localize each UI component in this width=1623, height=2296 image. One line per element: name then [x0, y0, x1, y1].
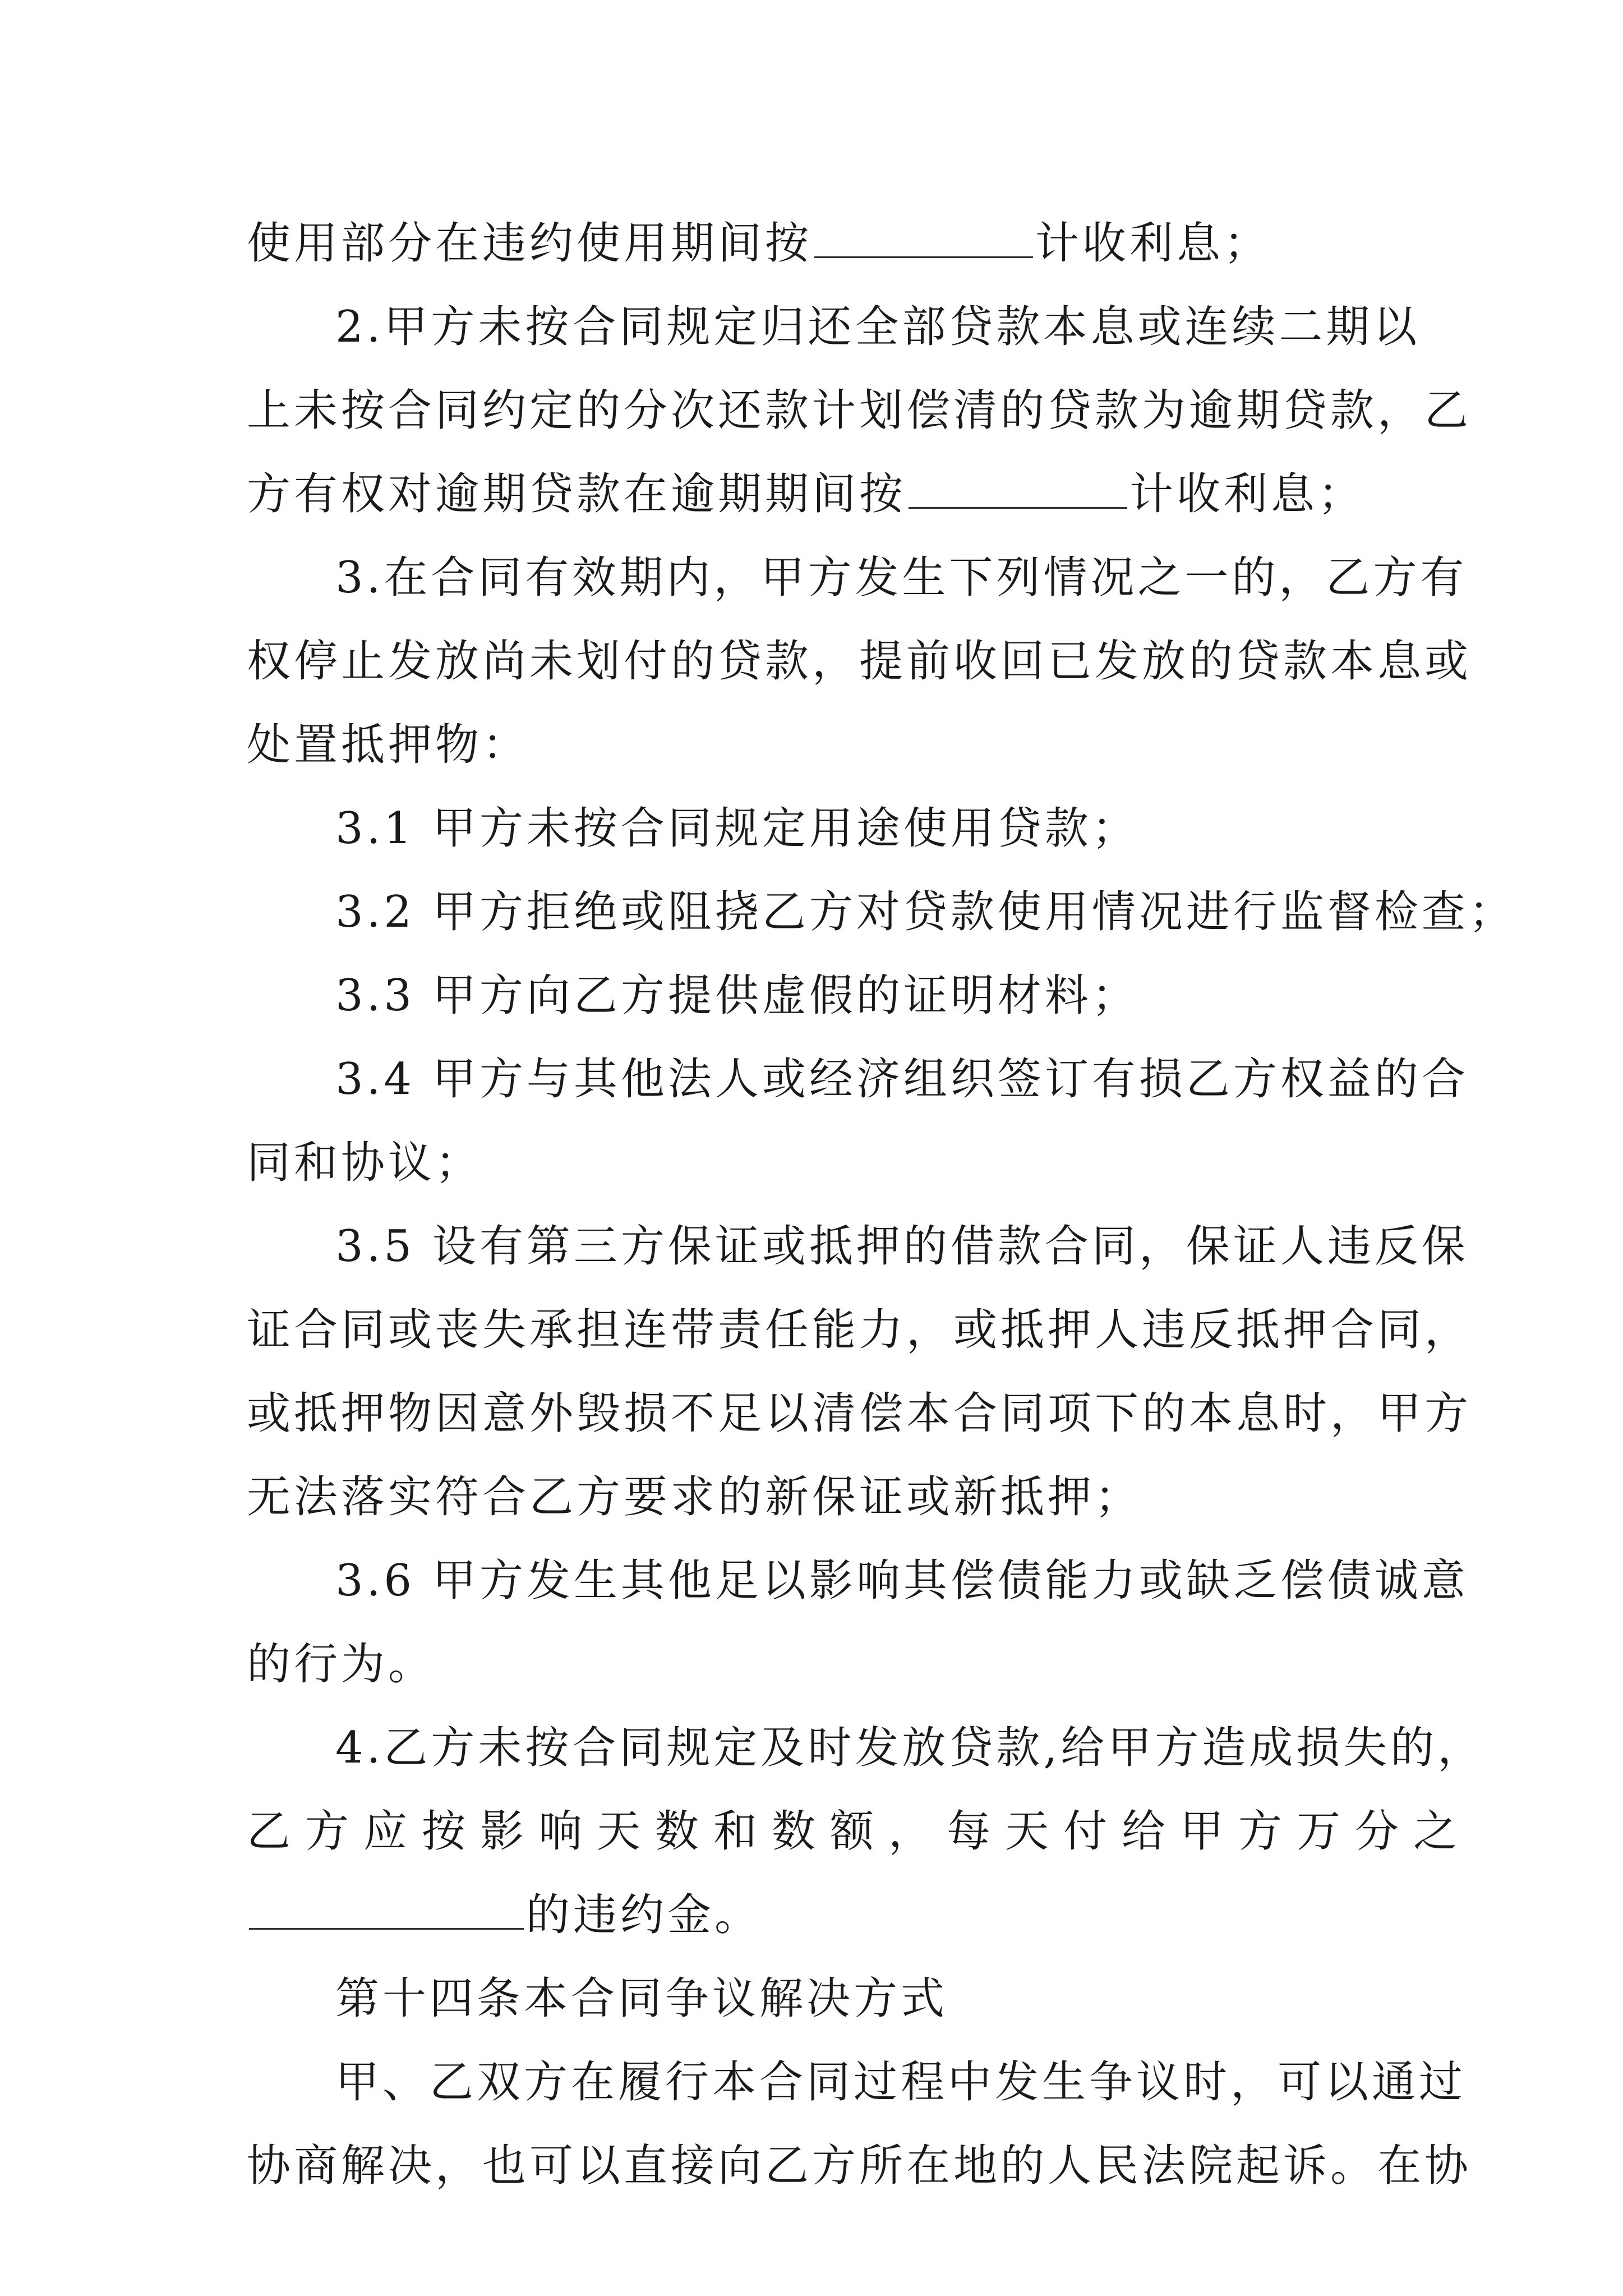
paragraph-line — [247, 954, 1391, 1038]
line-text: 甲、乙双方在履行本合同过程中发生争议时，可以通过 — [335, 2057, 1467, 2108]
paragraph-line — [247, 2124, 1472, 2208]
paragraph-line — [247, 1038, 1469, 1121]
line-text: 3.5 设有第三方保证或抵押的借款合同，保证人违反保 — [335, 1221, 1469, 1272]
line-text: 或抵押物因意外毁损不足以清偿本合同项下的本息时，甲方 — [247, 1388, 1472, 1439]
line-text: 方有权对逾期贷款在逾期期间按 — [247, 469, 907, 519]
paragraph-line — [247, 202, 1391, 286]
fill-in-blank — [249, 1889, 524, 1930]
line-text: 乙方应按影响天数和数额，每天付给甲方万分之 — [247, 1806, 1472, 1857]
line-text: 3.3 甲方向乙方提供虚假的证明材料； — [335, 970, 1139, 1021]
line-text: 同和协议； — [247, 1138, 483, 1188]
paragraph-line — [247, 369, 1472, 453]
line-text: 的行为。 — [247, 1639, 436, 1690]
contract-body — [247, 202, 1516, 2208]
paragraph-line — [247, 1205, 1469, 1289]
paragraph-line — [247, 620, 1472, 703]
paragraph-line — [247, 2041, 1467, 2124]
paragraph-line — [247, 1289, 1472, 1372]
line-text: 权停止发放尚未划付的贷款，提前收回已发放的贷款本息或 — [247, 636, 1472, 687]
line-text: 3.1 甲方未按合同规定用途使用贷款； — [335, 803, 1139, 854]
paragraph-line — [247, 787, 1391, 871]
line-text: 计收利息； — [1035, 218, 1271, 269]
line-text: 4.乙方未按合同规定及时发放贷款,给甲方造成损失的， — [335, 1723, 1485, 1773]
paragraph-line — [247, 1121, 1391, 1205]
paragraph-line — [247, 286, 1421, 369]
fill-in-blank — [814, 217, 1033, 258]
paragraph-line — [247, 1790, 1472, 1874]
line-text: 使用部分在违约使用期间按 — [247, 218, 813, 269]
paragraph-line — [247, 1372, 1472, 1456]
line-text: 协商解决，也可以直接向乙方所在地的人民法院起诉。在协 — [247, 2141, 1472, 2191]
paragraph-line — [247, 1706, 1485, 1790]
line-text: 3.2 甲方拒绝或阻挠乙方对贷款使用情况进行监督检查； — [335, 887, 1516, 937]
paragraph-line — [247, 871, 1516, 954]
line-text: 处置抵押物： — [247, 720, 530, 770]
line-text: 无法落实符合乙方要求的新保证或新抵押； — [247, 1472, 1142, 1522]
line-text: 第十四条本合同争议解决方式 — [335, 1973, 948, 2024]
line-text: 3.在合同有效期内，甲方发生下列情况之一的，乙方有 — [335, 553, 1468, 603]
paragraph-line — [247, 1874, 1391, 1957]
line-text: 3.6 甲方发生其他足以影响其偿债能力或缺乏偿债诚意 — [335, 1556, 1469, 1606]
paragraph-line — [247, 1539, 1469, 1623]
paragraph-line — [247, 1623, 1391, 1706]
line-text: 证合同或丧失承担连带责任能力，或抵押人违反抵押合同， — [247, 1305, 1472, 1355]
line-text: 上未按合同约定的分次还款计划偿清的贷款为逾期贷款，乙 — [247, 385, 1472, 436]
line-text: 计收利息； — [1129, 469, 1366, 519]
paragraph-line — [247, 703, 1391, 787]
line-text: 3.4 甲方与其他法人或经济组织签订有损乙方权益的合 — [335, 1054, 1469, 1105]
line-text: 的违约金。 — [526, 1890, 762, 1940]
paragraph-line — [247, 1456, 1391, 1539]
line-text: 2.甲方未按合同规定归还全部贷款本息或连续二期以 — [335, 302, 1421, 352]
fill-in-blank — [909, 468, 1127, 509]
paragraph-line — [247, 536, 1468, 620]
section-heading — [247, 1957, 1391, 2041]
paragraph-line — [247, 453, 1391, 536]
